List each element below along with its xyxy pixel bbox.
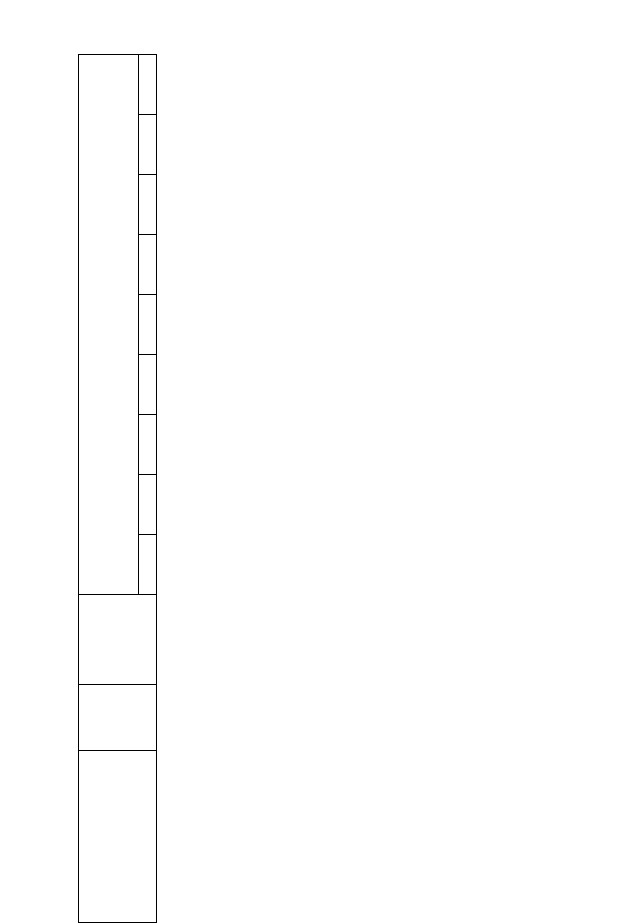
rotated-table-container [78,55,588,923]
header-name [79,751,157,923]
header-executor [79,685,157,751]
header-year [139,235,157,295]
header-year [139,175,157,235]
budget-table [78,54,588,923]
header-total [139,54,157,114]
header-year [139,355,157,415]
header-year [139,535,157,595]
header-year [139,415,157,475]
header-estimate [79,54,139,594]
header-source [79,595,157,685]
header-year [139,475,157,535]
header-year [139,115,157,175]
header-year [139,295,157,355]
table-body [157,54,588,922]
